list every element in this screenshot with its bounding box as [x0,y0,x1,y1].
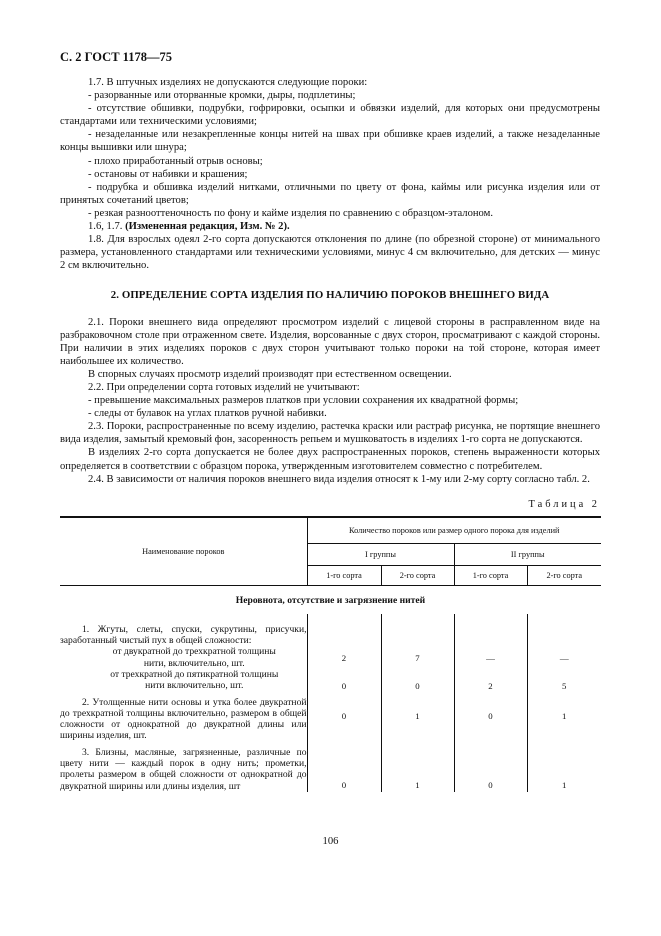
clause-2-2a: - превышение максимальных размеров платков при условии сохранения их квадратной формы; [88,395,519,407]
clause-2-1: 2.1. Пороки внешнего вида определяют просмотром изделий с лицевой стороны в расправленном виде на разбраковочном столе при отраженном свете. Изделия, ворсованные с двух сторон, просматривают с каждой стороны. При наличии в этих изделиях пороков с двух сторон учитывают только пороки на той стороне, которая имеет наибольшее их количество. [60,316,600,367]
table-row: 2. Утолщенные нити основы и утка более двукратной до трехкратной толщины включительно, размером в общей сложности от однократной до двукратной длины или ширины изделия, шт. 0 1 0 1 [60,692,601,742]
clause-2-3b: В изделиях 2-го сорта допускается не более двух распространенных пороков, степень выраженности которых определяется в соответствии с образцом порока, утвержденным изготовителем совместно с потребителем. [60,447,600,472]
section-2-title: 2. ОПРЕДЕЛЕНИЕ СОРТА ИЗДЕЛИЯ ПО НАЛИЧИЮ ПОРОКОВ ВНЕШНЕГО ВИДА [110,289,550,302]
page-body [60,76,600,792]
edition-note [60,220,600,233]
clause-1-7-item: - плохо приработанный отрыв основы; [88,155,263,167]
clause-1-7-item: - резкая разнооттеночность по фону и кайме изделия по сравнению с образцом-эталоном. [88,207,493,219]
group-2-header: II группы [454,544,601,566]
page-number: 106 [322,836,339,847]
clause-2-2b: - следы от булавок на углах платков ручной набивки. [88,408,327,420]
g1-sort2-header: 2-го сорта [381,566,454,586]
clause-1-7-item: - подрубка и обшивка изделий нитками, отличными по цвету от фона, каймы или рисунка изделия или от принятых сочетаний цветов; [60,181,600,206]
edition-prefix: 1.6, 1.7. [88,221,123,233]
clause-2-4: 2.4. В зависимости от наличия пороков внешнего вида изделия относят к 1-му или 2-му сорту согласно табл. 2. [88,473,590,485]
col-name-header: Наименование пороков [60,517,307,586]
page-header: С. 2 ГОСТ 1178—75 [60,50,172,64]
group-1-header: I группы [307,544,454,566]
clause-1-7: 1.7. В штучных изделиях не допускаются следующие пороки: [88,77,368,88]
g2-sort1-header: 1-го сорта [454,566,527,586]
clause-2-3: 2.3. Пороки, распространенные по всему изделию, растечка краски или растраф рисунка, не портящие внешнего вида изделия, замытый кремовый фон, засоренность репьем и мушковатость в изделиях 1-го сорта не допускаются. [60,421,600,446]
table-row: 3. Близны, масляные, загрязненные, различные по цвету нити — каждый порок в одну нить; прометки, пролеты размером в общей сложности от однократной до двукратной ширины или длины изделия, шт 0 1 0 1 [60,742,601,792]
table-row: 1. Жгуты, слеты, спуски, сукрутины, присучки, заработанный чистый пух в общей сложности: от двукратной до трехкратной толщины нити, включительно, шт. от трехкратной до пятикратной толщины нити включительно, шт. 2 0 7 0 — 2 — 5 [60,624,601,692]
col-count-header: Количество пороков или размер одного порока для изделий [307,517,601,544]
row-1-text: 1. Жгуты, слеты, спуски, сукрутины, присучки, заработанный чистый пух в общей сложности: от двукратной до трехкратной толщины нити, включительно, шт. от трехкратной до пятикратной толщины нити включительно, шт. [60,623,307,692]
clause-1-7-item: - отсутствие обшивки, подрубки, гофрировки, осыпки и обвязки изделий, для которых они предусмотрены стандартами или техническими условиями; [60,103,600,128]
row-3-text: 3. Близны, масляные, загрязненные, различные по цвету нити — каждый порок в одну нить; прометки, пролеты размером в общей сложности от однократной до двукратной ширины или длины изделия, шт [60,746,307,792]
g1-sort1-header: 1-го сорта [307,566,381,586]
clause-1-7-item: - остановы от набивки и крашения; [88,168,248,180]
row-2-text: 2. Утолщенные нити основы и утка более двукратной до трехкратной толщины включительно, размером в общей сложности от однократной до двукратной длины или ширины изделия, шт. [60,696,307,742]
g2-sort2-header: 2-го сорта [527,566,601,586]
clause-2-1b: В спорных случаях просмотр изделий производят при естественном освещении. [88,368,452,380]
defects-table [60,516,601,792]
clause-1-8: 1.8. Для взрослых одеял 2-го сорта допускаются отклонения по длине (по обрезной стороне) от минимального размера, установленного стандартами или техническими условиями, минус 4 см включительно, для детских — минус 2 см включительно. [60,234,600,272]
table-caption: Таблица 2 [528,498,600,510]
clause-1-7-item: - незаделанные или незакрепленные концы нитей на швах при обшивке краев изделий, а также незаделанные концы вышивки или шнура; [60,129,600,154]
edition-bold: (Измененная редакция, Изм. № 2). [125,221,290,233]
clause-1-7-item: - разорванные или оторванные кромки, дыры, подплетины; [88,90,356,102]
table-section-title: Неровнота, отсутствие и загрязнение нитей [235,594,426,606]
clause-2-2: 2.2. При определении сорта готовых изделий не учитывают: [88,381,360,393]
